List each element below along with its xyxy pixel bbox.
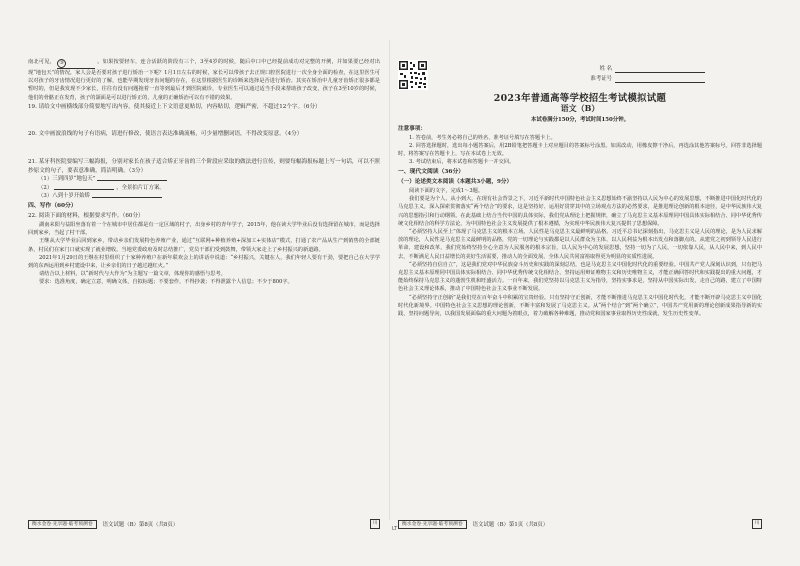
left-page	[28, 58, 380, 516]
candidate-name-field[interactable]	[615, 65, 705, 73]
writing-heading: 四、写作（60分）	[28, 203, 77, 210]
question-20: 20. 文中画波浪线的句子有语病，请进行修改，使语言表达准确流畅，可少量增删词语，不得改变原意。（4分）	[28, 131, 303, 138]
q21-item-3-text: （3）八到十岁开始矫	[38, 193, 90, 199]
right-footer-page-info: 语文试题（B）第1页（共8页）	[472, 522, 549, 528]
section-1-heading: 一、现代文阅读（36分）	[398, 169, 465, 176]
opening-lead: 南北可见，	[28, 59, 56, 65]
reading-para-1: 我们要是为个人、从小到大，在现有社会背景之下，习近平新时代中国特色社会主义思想始终不渝坚持以人民为中心的发展思想，不断推进中国化时代化的马克思主义，深入探索贯彻落实“两个结合”的要求，这是坚持好、运用好贯穿其中的立场观点方法的必然要求，是推进理论创新的根本途径，是中华民族伟大复兴的思想指引和行动纲领。在此基础上结合当代中国的具体实际，我们党从理论上把握规律，确立了马克思主义基本原理同中国具体实际相结合、同中华优秀传统文化相结合的科学方法论，为中国特色社会主义发展提供了根本遵循，为实现中华民族伟大复兴提供了思想保障。	[398, 196, 762, 227]
right-footer-mark: 川	[752, 519, 762, 529]
question-22: 22. 阅读下面的材料，根据要求写作。（60分）	[28, 213, 144, 220]
right-page-content	[398, 116, 762, 516]
candidate-id-label: 准考证号	[590, 76, 612, 82]
right-footer-tag: 衡水金卷·先享题·临考预测卷	[398, 520, 467, 529]
reading-para-2: “必须坚持人民至上”体现了马克思主义的根本立场。人民性是马克思主义最鲜明的品格。习近平总书记深刻指出，马克思主义是人民的理论，是为人民求解放的理论，人民性是马克思主义最鲜明的品格，党的一切理论与实践都是以人民群众为主体、以人民利益为根本出发点和落脚点的。从建党之初到领导人民进行革命、建设和改革，我们党始终坚持全心全意为人民服务的根本宗旨，以人民为中心的发展思想，坚持一切为了人民，一切依靠人民，从人民中来，到人民中去，不断满足人民日益增长的美好生活需要，推动人的全面发展、全体人民共同富裕取得更为明显的实质性进展。	[398, 229, 762, 260]
score-line: 本试卷满分150分，考试时间150分钟。	[531, 117, 629, 123]
page-gutter	[389, 40, 390, 520]
note-1: 1. 答卷前，考生务必将自己的姓名、准考证号填写在答题卡上。	[409, 134, 556, 141]
q21-item-1	[28, 175, 380, 183]
material-para-1: 湖南耒阳与益阳坐落有着一个在城市中居住都是有一定区域的村子，出身乡村的青年学子，2015年，他在读大学毕业后没有选择留在城市，而是选择回到家乡，当起了村干部。	[28, 222, 380, 237]
left-footer-mark: 川	[370, 519, 380, 529]
material-para-2: 王继从大学毕业后回到家乡，带动乡亲们发展特色养殖产业，通过“互联网+种植养殖+深加工+实体店”模式，打通了农产品从生产到销售的全部链条，村民们在家门口就实现了就业增收。当地党委政府及时总结推广，党员干部们受到鼓舞，带领大家走上了乡村振兴的新道路。	[28, 238, 380, 253]
notes-heading: 注意事项：	[398, 126, 426, 132]
material-para-3: 2021年1月29日的王继在村里组织了十家种养殖户在新年联欢会上的讲话中说道：“乡村振兴，关键在人，我们年轻人要有干劲，要把自己在大学学到的东西运用到乡村建设中来，让乡亲们的日子越过越红火。”	[28, 254, 380, 270]
answer-space-20	[28, 139, 380, 157]
note-3: 3. 考试结束后，将本试卷和答题卡一并交回。	[409, 159, 515, 166]
q21-item-2-text: （2）	[38, 184, 53, 191]
left-footer-tag: 衡水金卷·先享题·临考预测卷	[28, 520, 97, 529]
opening-text: 。如果按要轻车，连合活跃的阶段有三个，3至4岁的时候，随后中口中已经提前成功对完整的开例，并如果要已经对出现“地包天”的情况，家人会是否要对孩子进行矫治一下呢？1月1日左右的时候，家长可以带孩子去正规口腔医院进行一次全身全面的检查，在这里医生可以对孩子的牙齿情况进行更好的了解，也能早期发现牙齿问题的存在，在这里根据医生的诊断来选择是否进行矫治。其实在矫治中儿童牙齿矫正很多都是暂时的，但是我发现不少家长，往往有没有问题拖着一直等到最后才到医院就诊，专业医生可以通过适当手段来帮助孩子改变，孩子在3至10岁的时候，他们的骨骼正在发育，孩子的颌面是可以进行矫正的，儿童的正确矫治可以有不错的效果。	[28, 59, 380, 101]
material-requirements: 要求：选准角度，确定立意，明确文体，自拟标题；不要套作，不得抄袭；不得泄露个人信息；不少于800字。	[39, 279, 293, 286]
section-1a-heading: （一）论述类文本阅读（本题共3小题，9分）	[398, 179, 513, 186]
qr-code-icon	[398, 60, 428, 90]
reading-intro: 阅读下面的文字，完成1～3题。	[409, 188, 484, 194]
candidate-info	[580, 64, 705, 84]
opening-paragraph	[28, 58, 380, 102]
answer-space-19	[28, 111, 380, 129]
q21-blank-1	[97, 180, 167, 181]
reading-para-4: “必须坚持守正创新”是我们党在百年奋斗中积累的宝贵经验。只有坚持守正创新，才能不断推进马克思主义中国化时代化，才能不断开辟马克思主义中国化时代化新境界。中国特色社会主义思想的理论创新，不断丰富和发展了马克思主义。从“两个结合”到“两个确立”，中国共产党用新的理论创新成果指导新的实践，坚持问题导向，以我国发展面临的重大问题为着眼点，着力破解各种难题，推动党和国家事业取得历史性成就，发生历史性变革。	[398, 294, 762, 318]
candidate-id-field[interactable]	[615, 75, 705, 83]
answer-blank	[57, 59, 95, 69]
candidate-name-label: 姓 名	[599, 66, 612, 72]
note-2: 2. 回答选择题时，选出每小题答案后，用2B铅笔把答题卡上对应题目的答案标号涂黑。如需改动，用橡皮擦干净后，再选涂其他答案标号。回答非选择题时，将答案写在答题卡上，写在本试卷上无效。	[398, 142, 762, 157]
exam-subtitle: 语文（B）	[560, 103, 600, 113]
right-footer	[398, 519, 762, 529]
question-21: 21. 某牙科医院要编写三幅海报，分别对家长在孩子适合矫正牙齿的三个阶段应采取的做法进行宣传，则要每幅海报标题上写一句话，可以不照抄原文的句子，要表意准确，简洁明确。（3分）	[28, 159, 380, 174]
reading-para-3: “必须坚持自信自立”，这是我们党对中华民族奋斗历史和实践的深刻总结，也是马克思主义中国化时代化的重要经验。中国共产党人深刻认识到，只有把马克思主义基本原理同中国具体实际相结合、同中华优秀传统文化相结合，坚持运用辩证唯物主义和历史唯物主义，才能正确回答时代和实践提出的重大问题，才能始终保持马克思主义的蓬勃生机和旺盛活力。一百年来，我们党坚持以马克思主义为指导，坚持实事求是，坚持从中国实际出发，走自己的路，建立了中国特色社会主义理论体系，推动了中国特色社会主义事业不断发展。	[398, 261, 762, 293]
material-prompt: 请结合以上材料，以“新时代与大作为”为主题写一篇文章，体现你的感悟与思考。	[39, 271, 226, 278]
q21-blank-2	[54, 189, 114, 190]
q21-item-2	[28, 184, 380, 192]
q21-item-3	[28, 192, 380, 200]
q21-item-1-text: （1）三到四岁“地包天”	[38, 176, 96, 183]
question-19: 19. 请给文中画横线部分简要地写出内容，使其接近上下文语意更贴切，内容贴切，逻辑严密，不超过12个字。（6分）	[28, 103, 321, 110]
candidate-name-row	[580, 64, 705, 74]
candidate-id-row	[580, 74, 705, 84]
left-footer-page-info: 语文试题（B）第8页（共8页）	[102, 522, 179, 528]
left-footer	[28, 519, 380, 529]
blank-marker: ③	[57, 59, 66, 68]
q21-item-2-suffix: ，全景拍片订方案。	[116, 184, 165, 191]
exam-title: 2023年普通高等学校招生考试模拟试题	[493, 93, 667, 104]
center-mark: LT	[392, 526, 398, 532]
q21-blank-3	[92, 197, 162, 198]
